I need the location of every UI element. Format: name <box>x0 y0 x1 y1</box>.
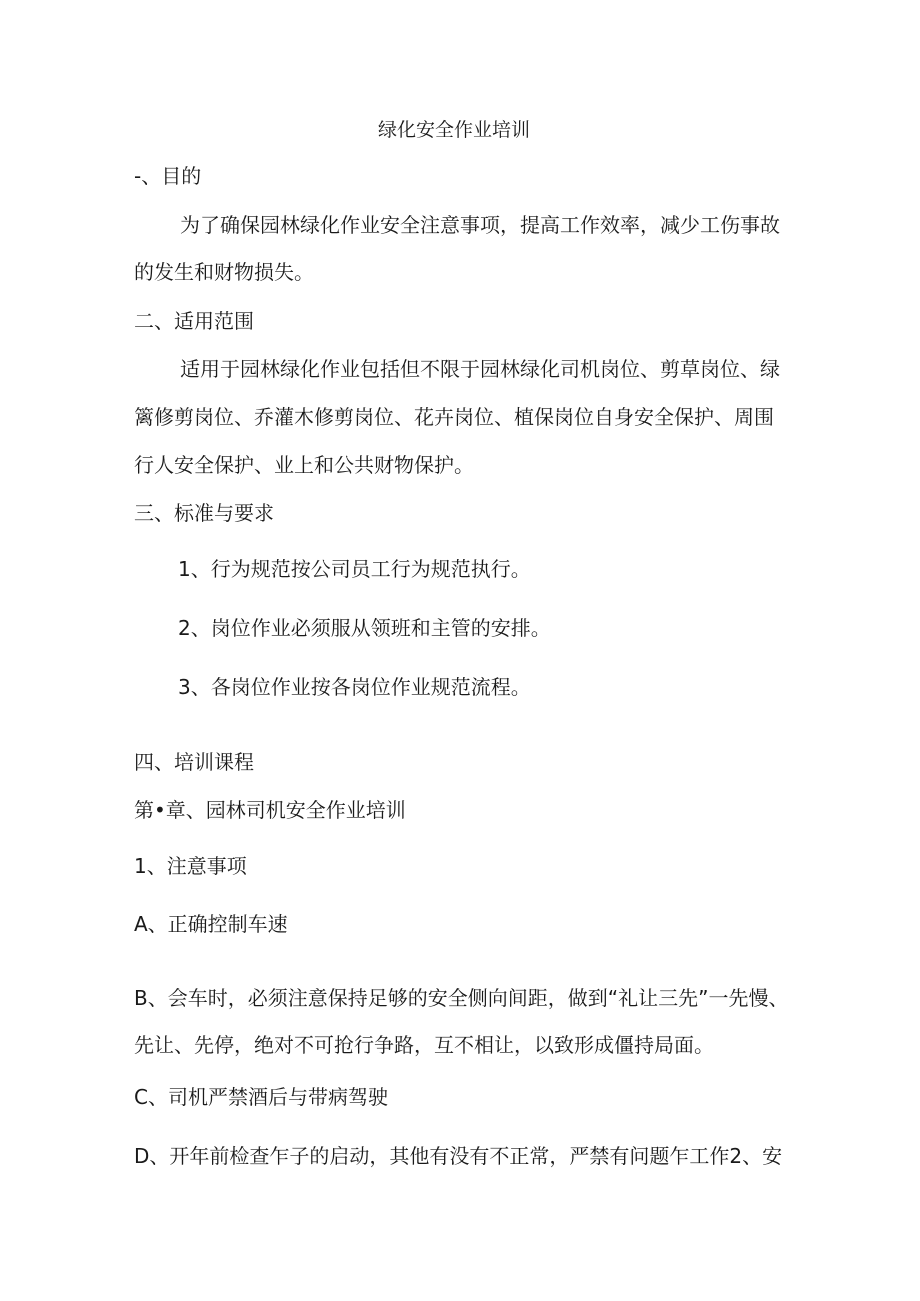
section-heading-courses: 四、培训课程 <box>134 750 254 774</box>
chapter-heading: 第•章、园林司机安全作业培训 <box>134 798 406 822</box>
section-heading-standards: 三、标准与要求 <box>134 501 274 525</box>
standards-list-item: 3、各岗位作业按各岗位作业规范流程。 <box>178 675 531 699</box>
purpose-paragraph-line: 的发生和财物损失。 <box>134 260 314 284</box>
notes-item-a: A、正确控制车速 <box>134 912 288 936</box>
standards-list-item: 2、岗位作业必须服从领班和主管的安排。 <box>178 616 551 640</box>
section-heading-scope: 二、适用范围 <box>134 309 254 333</box>
purpose-paragraph-line: 为了确保园林绿化作业安全注意事项，提高工作效率，减少工伤事故 <box>180 213 780 237</box>
section-heading-purpose: -、目的 <box>134 164 202 188</box>
notes-item-c: C、司机严禁酒后与带病驾驶 <box>134 1085 388 1109</box>
scope-paragraph-line: 篱修剪岗位、乔灌木修剪岗位、花卉岗位、植保岗位自身安全保护、周围 <box>134 405 774 429</box>
standards-list-item: 1、行为规范按公司员工行为规范执行。 <box>178 557 531 581</box>
notes-item-d: D、开年前检查乍子的启动，其他有没有不正常，严禁有问题乍工作2、安 <box>134 1144 783 1168</box>
document-title: 绿化安全作业培训 <box>378 119 531 141</box>
subheading-notes: 1、注意事项 <box>134 854 247 878</box>
scope-paragraph-line: 行人安全保护、业上和公共财物保护。 <box>134 453 474 477</box>
notes-item-b-line: B、会车时，必须注意保持足够的安全侧向间距，做到“礼让三先”一先慢、 <box>134 986 789 1010</box>
scope-paragraph-line: 适用于园林绿化作业包括但不限于园林绿化司机岗位、剪草岗位、绿 <box>180 357 780 381</box>
notes-item-b-line: 先让、先停，绝对不可抢行争路，互不相让，以致形成僵持局面。 <box>134 1033 714 1057</box>
